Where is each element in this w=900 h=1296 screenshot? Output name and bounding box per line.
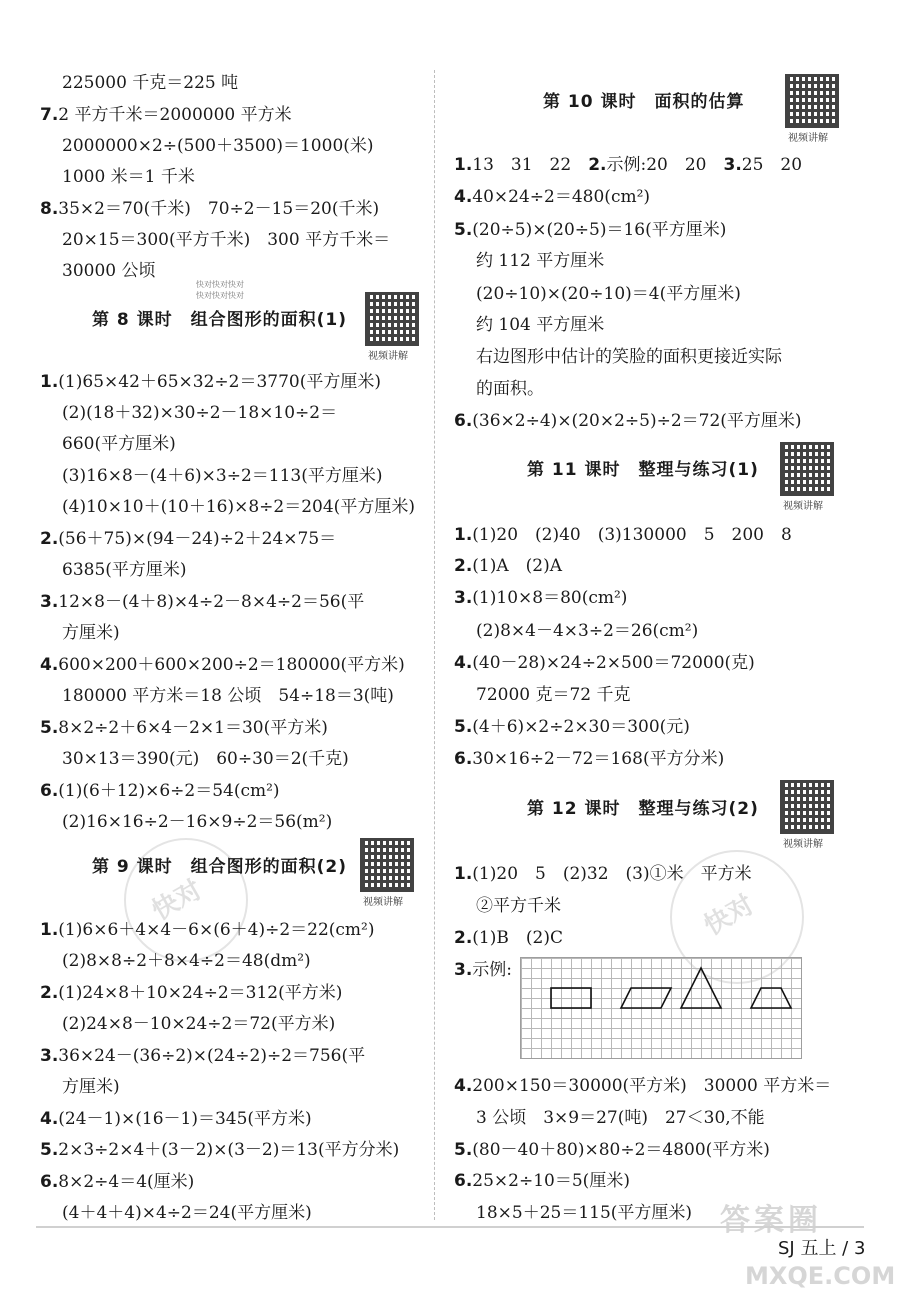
answer-line: 2.(1)B (2)C [454,928,563,948]
answer-line: ②平方千米 [476,896,561,916]
qr-code-icon[interactable] [360,838,414,892]
answer-line: 4.600×200＋600×200÷2＝180000(平方米) [40,655,405,675]
answer-line: 6.25×2÷10＝5(厘米) [454,1171,630,1191]
answer-line: (20÷10)×(20÷10)＝4(平方厘米) [476,284,741,304]
answer-line: 方厘米) [62,623,120,643]
answer-line: (3)16×8－(4＋6)×3÷2＝113(平方厘米) [62,466,383,486]
watermark-logo: 答案圈 [720,1203,822,1238]
qr-code-icon[interactable] [780,780,834,834]
watermark-small-text: 快对快对快对 [196,280,244,289]
answer-line: 3.(1)10×8＝80(cm²) [454,588,628,608]
answer-line: 30000 公顷 [62,261,156,281]
answer-line: 2.(56＋75)×(94－24)÷2＋24×75＝ [40,529,337,549]
answer-line: 6.8×2÷4＝4(厘米) [40,1172,195,1192]
answer-line: 6.(1)(6＋12)×6÷2＝54(cm²) [40,781,280,801]
answer-line: 180000 平方米＝18 公顷 54÷18＝3(吨) [62,686,394,706]
answer-line: 1.13 31 22 2.示例:20 20 3.25 20 [454,155,803,175]
answer-line: 4.40×24÷2＝480(cm²) [454,187,651,207]
lesson-heading-8: 第 8 课时 组合图形的面积(1) [92,310,348,330]
answer-line: 6.30×16÷2－72＝168(平方分米) [454,749,725,769]
qr-label: 视频讲解 [783,839,823,850]
watermark-stamp-right-text: 快对 [699,889,760,942]
answer-line: 6385(平方厘米) [62,560,187,580]
answer-line: (2)8×4－4×3÷2＝26(cm²) [476,621,699,641]
qr-code-icon[interactable] [365,292,419,346]
answer-line: 72000 克＝72 千克 [476,685,631,705]
answer-line: 2.(1)24×8＋10×24÷2＝312(平方米) [40,983,343,1003]
answer-line: (4)10×10＋(10＋16)×8÷2＝204(平方厘米) [62,497,415,517]
shape-grid-figure [520,957,802,1059]
lesson-heading-9: 第 9 课时 组合图形的面积(2) [92,857,348,877]
answer-line: (4＋4＋4)×4÷2＝24(平方厘米) [62,1203,312,1223]
qr-code-icon[interactable] [785,74,839,128]
answer-line: 5.(80－40＋80)×80÷2＝4800(平方米) [454,1140,770,1160]
answer-line: 18×5＋25＝115(平方厘米) [476,1203,693,1223]
parallelogram-shape [621,988,671,1008]
answer-line: 8.35×2＝70(千米) 70÷2－15＝20(千米) [40,199,380,219]
answer-line: 1.(1)65×42＋65×32÷2＝3770(平方厘米) [40,372,381,392]
answer-line: (2)(18＋32)×30÷2－18×10÷2＝ [62,403,338,423]
answer-line: 4.(24－1)×(16－1)＝345(平方米) [40,1109,312,1129]
qr-label: 视频讲解 [363,897,403,908]
column-divider [434,70,435,1220]
answer-line: 1.(1)20 5 (2)32 (3)①米 平方米 [454,864,752,884]
answer-line: 2.(1)A (2)A [454,556,563,576]
answer-line: 1.(1)6×6＋4×4－6×(6＋4)÷2＝22(cm²) [40,920,375,940]
qr-label: 视频讲解 [783,501,823,512]
answer-line: 6.(36×2÷4)×(20×2÷5)÷2＝72(平方厘米) [454,411,802,431]
answer-line: 约 104 平方厘米 [476,315,605,335]
lesson-heading-11: 第 11 课时 整理与练习(1) [527,460,759,480]
answer-line: 1.(1)20 (2)40 (3)130000 5 200 8 [454,525,792,545]
lesson-heading-10: 第 10 课时 面积的估算 [543,92,745,112]
answer-line: 30×13＝390(元) 60÷30＝2(千克) [62,749,349,769]
answer-line: 660(平方厘米) [62,434,176,454]
answer-line: 3.示例: [454,960,513,980]
answer-line: 20×15＝300(平方千米) 300 平方千米＝ [62,230,391,250]
answer-line: 2000000×2÷(500＋3500)＝1000(米) [62,136,374,156]
rectangle-shape [551,988,591,1008]
answer-line: 4.(40－28)×24÷2×500＝72000(克) [454,653,755,673]
qr-label: 视频讲解 [368,351,408,362]
watermark-stamp-left-text: 快对 [147,874,208,927]
answer-line: 225000 千克＝225 吨 [62,73,239,93]
shape-grid-drawing [521,958,801,1058]
answer-line: 方厘米) [62,1077,120,1097]
answer-line: 约 112 平方厘米 [476,251,605,271]
answer-line: 5.(20÷5)×(20÷5)＝16(平方厘米) [454,220,727,240]
trapezoid-shape [751,988,791,1008]
answer-line: 3.36×24－(36÷2)×(24÷2)÷2＝756(平 [40,1046,366,1066]
answer-line: 右边图形中估计的笑脸的面积更接近实际 [476,347,782,367]
qr-label: 视频讲解 [788,133,828,144]
answer-line: 3 公顷 3×9＝27(吨) 27＜30,不能 [476,1108,765,1128]
answer-line: 的面积。 [476,379,544,399]
answer-line: 5.8×2÷2＋6×4－2×1＝30(平方米) [40,718,328,738]
footer-rule [36,1226,864,1228]
answer-line: 5.2×3÷2×4＋(3－2)×(3－2)＝13(平方分米) [40,1140,400,1160]
answer-line: (2)16×16÷2－16×9÷2＝56(m²) [62,812,333,832]
qr-code-icon[interactable] [780,442,834,496]
watermark-site: MXQE.COM [745,1262,896,1290]
answer-line: 3.12×8－(4＋8)×4÷2－8×4÷2＝56(平 [40,592,365,612]
answer-line: 1000 米＝1 千米 [62,167,195,187]
answer-line: (2)8×8÷2＋8×4÷2＝48(dm²) [62,951,311,971]
page-footer: SJ 五上 / 3 [778,1238,866,1259]
answer-line: (2)24×8－10×24÷2＝72(平方米) [62,1014,336,1034]
answer-line: 4.200×150＝30000(平方米) 30000 平方米＝ [454,1076,832,1096]
lesson-heading-12: 第 12 课时 整理与练习(2) [527,799,759,819]
answer-line: 5.(4＋6)×2÷2×30＝300(元) [454,717,690,737]
watermark-small-text: 快对快对快对 [196,291,244,300]
answer-line: 7.2 平方千米＝2000000 平方米 [40,105,292,125]
triangle-shape [681,968,721,1008]
